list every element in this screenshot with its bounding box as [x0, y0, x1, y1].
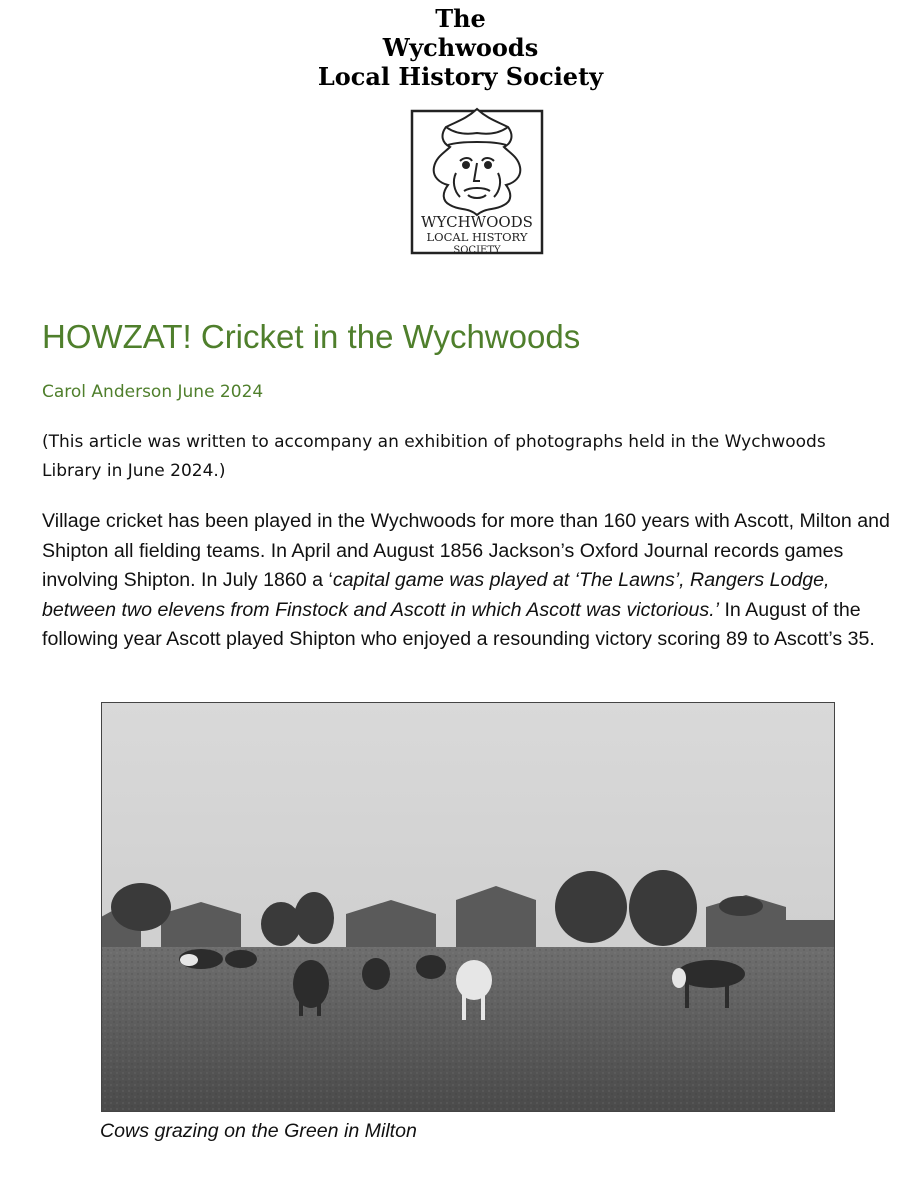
article-title: HOWZAT! Cricket in the Wychwoods [42, 318, 581, 355]
masthead-line-3: Local History Society [317, 62, 604, 91]
paragraph-quote: capital game was played at ‘The Lawns’, Rangers Lodge, between two elevens from Finstock and Ascott in which Ascott was victorious.’ [42, 569, 830, 621]
logo-text-line-3: SOCIETY [453, 245, 501, 256]
article-paragraph [42, 507, 902, 655]
green-man-icon [406, 105, 548, 265]
logo-text-line-2: LOCAL HISTORY [426, 230, 528, 244]
masthead-line-2: Wychwoods [382, 33, 539, 62]
logo-text-line-1: WYCHWOODS [421, 213, 533, 231]
society-masthead [0, 4, 921, 91]
paragraph-text-2: In August of the following year Ascott played Shipton who enjoyed a resounding victory scoring 89 to Ascott’s 35. [42, 598, 875, 650]
exhibition-note: (This article was written to accompany an exhibition of photographs held in the Wychwoods Library in June 2024.) [42, 432, 826, 481]
paragraph-text-1: Village cricket has been played in the Wychwoods for more than 160 years with Ascott, Milton and Shipton all fielding teams. In April and August 1856 Jackson’s Oxford Journal records games involving Shipton. In July 1860 a ‘ [42, 510, 890, 591]
article-byline: Carol Anderson June 2024 [42, 382, 264, 402]
masthead-line-1: The [435, 4, 486, 33]
photo-caption: Cows grazing on the Green in Milton [100, 1120, 417, 1142]
milton-green-photo [101, 702, 835, 1112]
